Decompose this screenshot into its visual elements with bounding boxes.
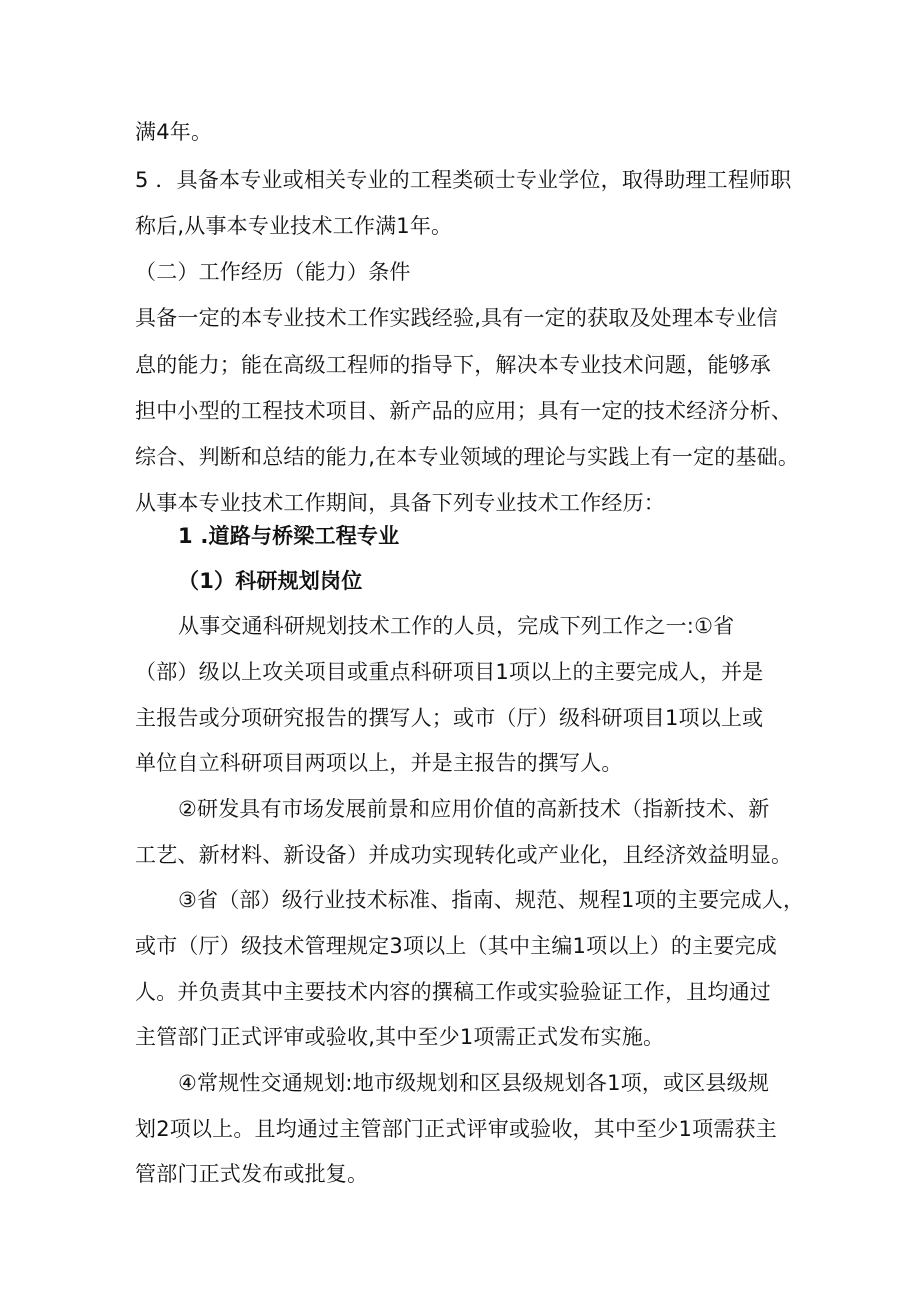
position-heading: （1）科研规划岗位 — [178, 569, 363, 593]
text-line-20: 人。并负责其中主要技术内容的撰稿工作或实验验证工作，且均通过 — [135, 980, 771, 1004]
text-line-8: 综合、判断和总结的能力,在本专业领域的理论与实践上有一定的基础。 — [135, 445, 800, 469]
text-line-9: 从事本专业技术工作期间，具备下列专业技术工作经历： — [135, 491, 665, 515]
text-line-12: 从事交通科研规划技术工作的人员，完成下列工作之一:①省 — [178, 614, 735, 638]
text-line-3: 称后,从事本专业技术工作满1年。 — [135, 214, 453, 238]
text-line-21: 主管部门正式评审或验收,其中至少1项需正式发布实施。 — [135, 1025, 665, 1049]
text-line-1: 满4年。 — [135, 120, 213, 144]
subsection-heading: 1 .道路与桥梁工程专业 — [178, 524, 400, 548]
text-line-7: 担中小型的工程技术项目、新产品的应用；具有一定的技术经济分析、 — [135, 399, 793, 423]
text-line-18: ③省（部）级行业技术标准、指南、规范、规程1项的主要完成人， — [178, 888, 805, 912]
text-line-17: 工艺、新材料、新设备）并成功实现转化或产业化，且经济效益明显。 — [135, 843, 793, 867]
text-line-13: （部）级以上攻关项目或重点科研项目1项以上的主要完成人，并是 — [135, 660, 764, 684]
text-line-2: 5 ．具备本专业或相关专业的工程类硕士专业学位，取得助理工程师职 — [135, 168, 792, 192]
text-line-19: 或市（厅）级技术管理规定3项以上（其中主编1项以上）的主要完成 — [135, 934, 777, 958]
text-line-14: 主报告或分项研究报告的撰写人；或市（厅）级科研项目1项以上或 — [135, 706, 764, 730]
text-line-15: 单位自立科研项目两项以上，并是主报告的撰写人。 — [135, 751, 623, 775]
text-line-23: 划2项以上。且均通过主管部门正式评审或验收，其中至少1项需获主 — [135, 1117, 777, 1141]
text-line-16: ②研发具有市场发展前景和应用价值的高新技术（指新技术、新 — [178, 797, 770, 821]
text-line-5: 具备一定的本专业技术工作实践经验,具有一定的获取及处理本专业信 — [135, 306, 778, 330]
text-line-24: 管部门正式发布或批复。 — [135, 1162, 369, 1186]
text-line-6: 息的能力；能在高级工程师的指导下，解决本专业技术问题，能够承 — [135, 353, 771, 377]
section-heading: （二）工作经历（能力）条件 — [135, 260, 411, 284]
text-line-22: ④常规性交通规划:地市级规划和区县级规划各1项，或区县级规 — [178, 1071, 770, 1095]
